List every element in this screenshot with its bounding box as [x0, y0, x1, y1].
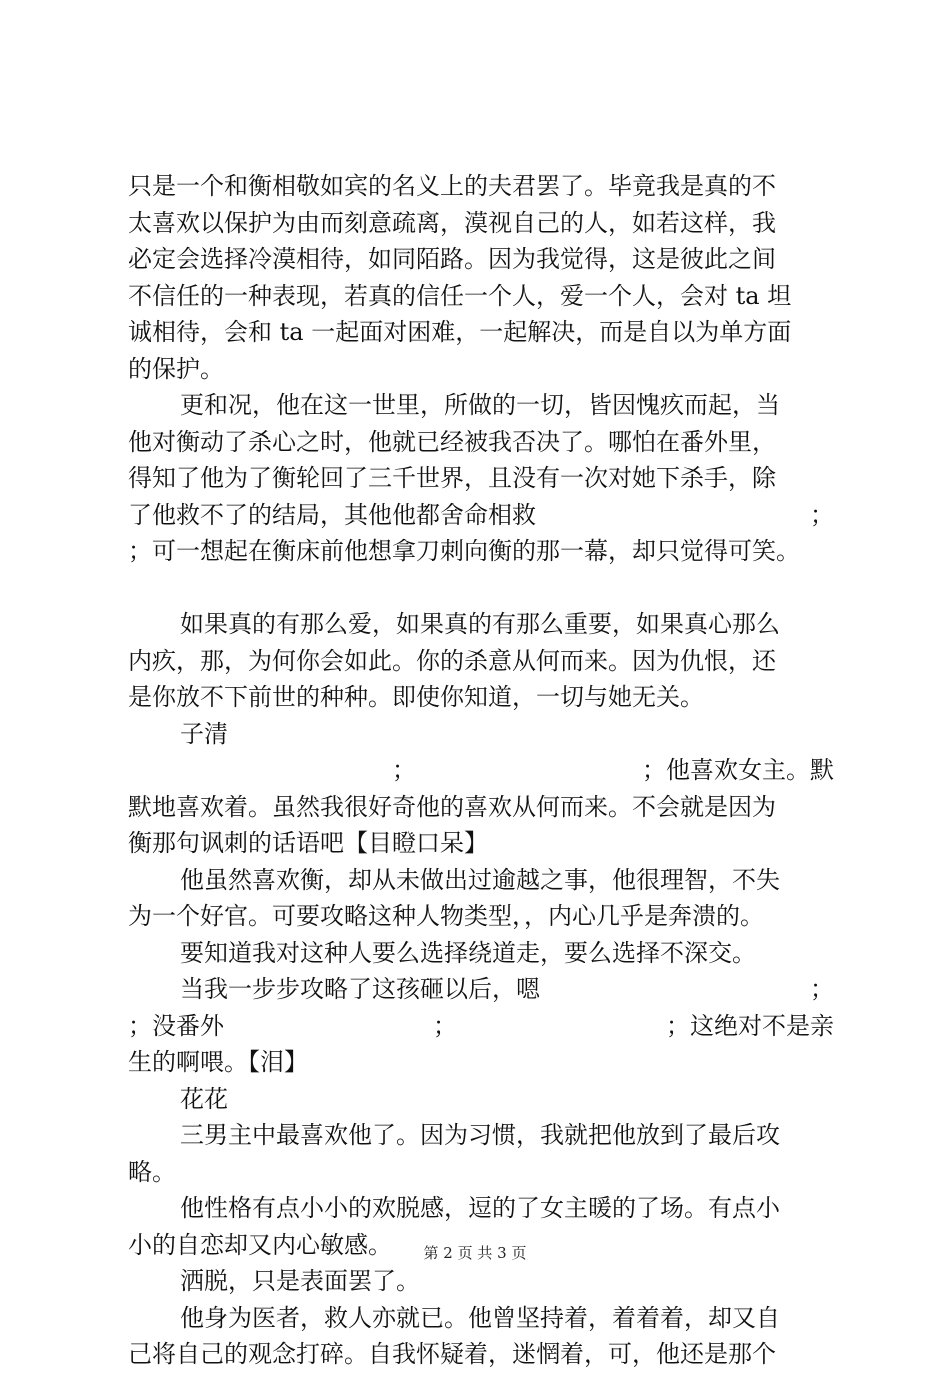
text-segment: ；他喜欢女主。默 — [642, 756, 834, 784]
blank-line — [128, 570, 834, 607]
text-line: 要知道我对这种人要么选择绕道走，要么选择不深交。 — [180, 938, 756, 967]
section-heading: 花花 — [180, 1084, 228, 1113]
text-line: 内疚，那，为何你会如此。你的杀意从何而来。因为仇恨，还 — [128, 646, 776, 675]
text-line: 略。 — [128, 1157, 176, 1186]
text-line: 三男主中最喜欢他了。因为习惯，我就把他放到了最后攻 — [180, 1121, 780, 1149]
text-segment: ； — [392, 756, 416, 784]
text-line: 太喜欢以保护为由而刻意疏离，漠视自己的人，如若这样，我 — [128, 208, 776, 237]
text-segment: ； — [810, 500, 834, 529]
text-segment: 了他救不了的结局，其他他都舍命相救 — [128, 500, 536, 529]
text-line: 洒脱，只是表面罢了。 — [180, 1267, 420, 1295]
text-line: 衡那句讽刺的话语吧【目瞪口呆】 — [128, 829, 488, 857]
text-line: 不信任的一种表现，若真的信任一个人，爱一个人，会对 ta 坦 — [128, 281, 792, 310]
text-line: 他虽然喜欢衡，却从未做出过逾越之事，他很理智，不失 — [180, 865, 780, 894]
text-line: 他对衡动了杀心之时，他就已经被我否决了。哪怕在番外里， — [128, 427, 776, 456]
text-line-split — [128, 1008, 834, 1045]
text-segment: ；这绝对不是亲 — [666, 1011, 834, 1040]
text-line: 必定会选择冷漠相待，如同陌路。因为我觉得，这是彼此之间 — [128, 245, 776, 273]
text-line-split — [128, 497, 834, 534]
text-line: 小的自恋却又内心敏感。 — [128, 1230, 392, 1259]
text-line: 默地喜欢着。虽然我很好奇他的喜欢从何而来。不会就是因为 — [128, 792, 776, 821]
text-line: 如果真的有那么爱，如果真的有那么重要，如果真心那么 — [180, 610, 780, 638]
document-body — [128, 168, 834, 1373]
text-line-split — [128, 971, 834, 1008]
text-line: 他性格有点小小的欢脱感，逗的了女主暖的了场。有点小 — [180, 1194, 780, 1222]
text-line: 只是一个和衡相敬如宾的名义上的夫君罢了。毕竟我是真的不 — [128, 172, 776, 200]
section-heading: 子清 — [180, 719, 228, 748]
text-line: 得知了他为了衡轮回了三千世界，且没有一次对她下杀手，除 — [128, 464, 776, 492]
text-line: 的保护。 — [128, 354, 224, 383]
text-line: 己将自己的观念打碎。自我怀疑着，迷惘着，可，他还是那个 — [128, 1340, 776, 1368]
page-number-footer: 第 2 页 共 3 页 — [423, 1244, 527, 1262]
text-line: 是你放不下前世的种种。即使你知道，一切与她无关。 — [128, 683, 704, 711]
text-segment: ； — [810, 975, 834, 1003]
text-segment: ； — [433, 1011, 457, 1040]
text-line: 他身为医者，救人亦就已。他曾坚持着，着着着，却又自 — [180, 1303, 780, 1332]
text-segment: 当我一步步攻略了这孩砸以后，嗯 — [180, 975, 540, 1003]
text-line: ；可一想起在衡床前他想拿刀刺向衡的那一幕，却只觉得可笑。 — [128, 537, 800, 565]
text-segment: ；没番外 — [128, 1011, 224, 1040]
text-line: 为一个好官。可要攻略这种人物类型，，内心几乎是奔溃的。 — [128, 902, 764, 930]
text-line: 诚相待，会和 ta 一起面对困难，一起解决，而是自以为单方面 — [128, 318, 792, 346]
text-line-split — [128, 752, 834, 789]
text-line: 更和况，他在这一世里，所做的一切，皆因愧疚而起，当 — [180, 391, 780, 419]
text-line: 生的啊喂。【泪】 — [128, 1048, 308, 1076]
